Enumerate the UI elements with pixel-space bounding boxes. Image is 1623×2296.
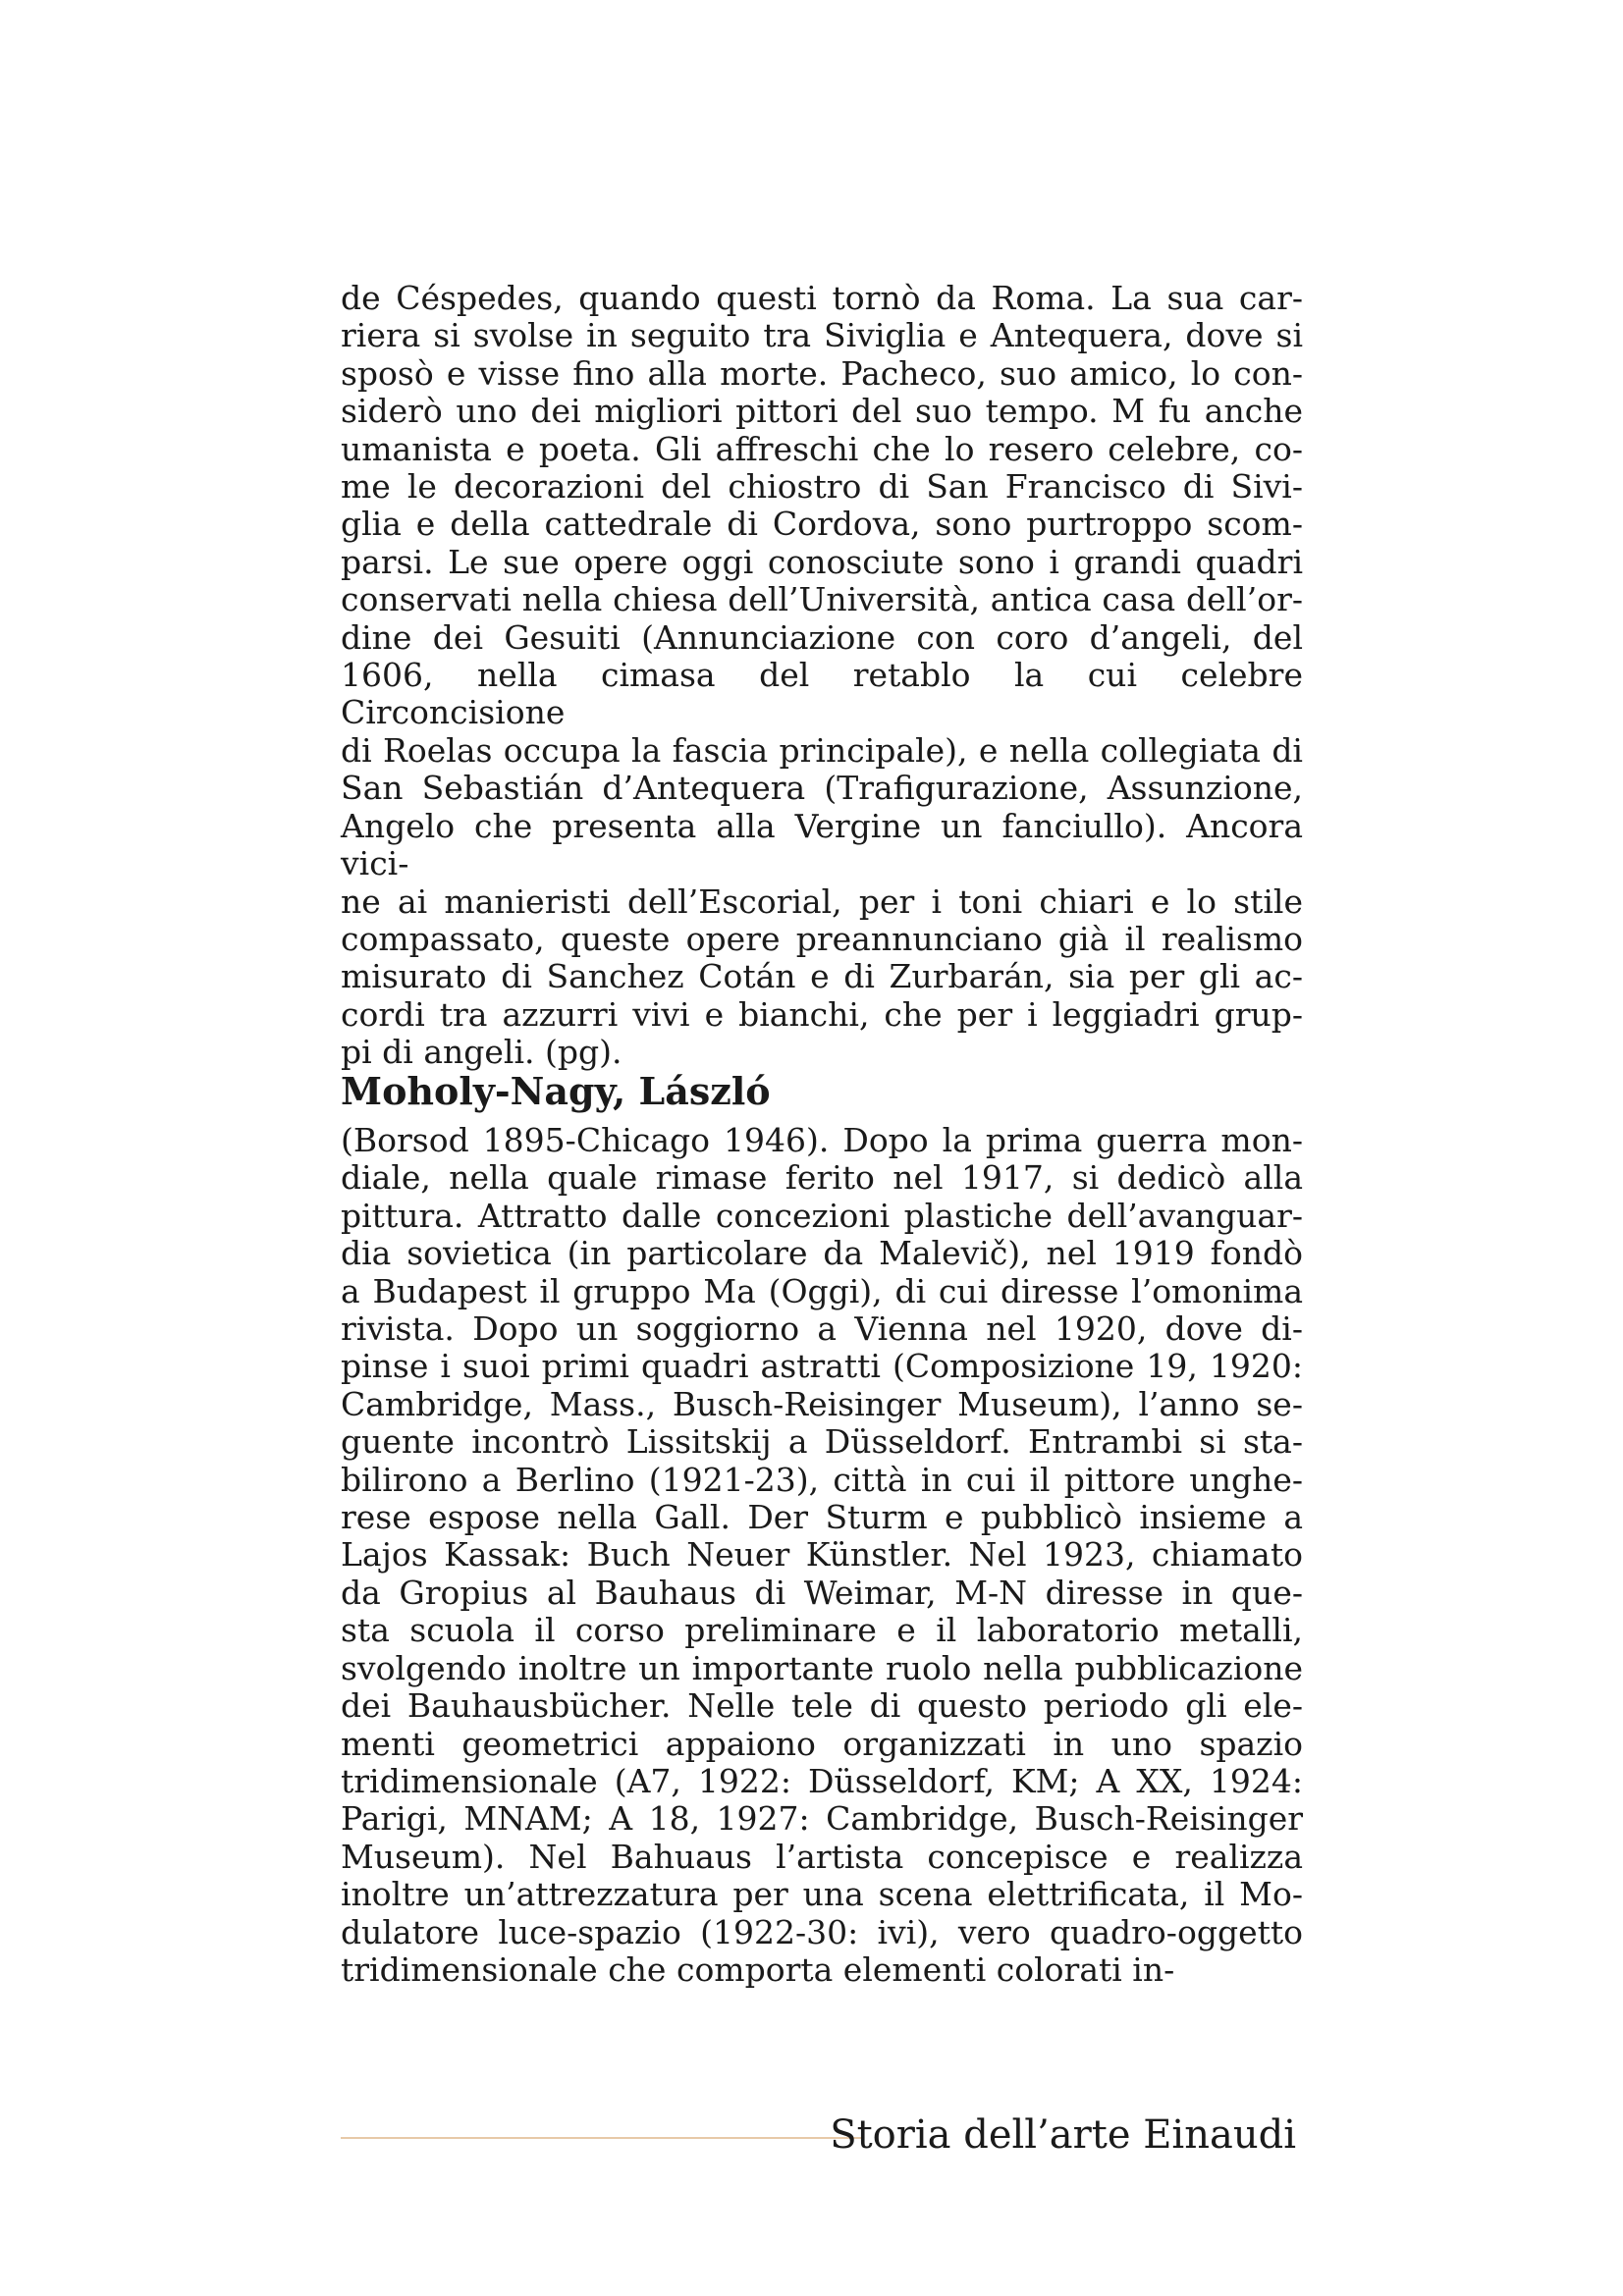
- entry-title: Moholy-Nagy, László: [341, 1069, 771, 1113]
- text-line: bilirono a Berlino (1921-23), città in cui il pittore unghe-: [341, 1460, 1303, 1499]
- text-line: pi di angeli. (pg).: [341, 1033, 622, 1072]
- text-line: da Gropius al Bauhaus di Weimar, M-N diresse in que-: [341, 1573, 1303, 1612]
- text-line: dine dei Gesuiti (Annunciazione con coro d’angeli, del: [341, 617, 1303, 657]
- footer-rule: [341, 2137, 861, 2139]
- text-line: a Budapest il gruppo Ma (Oggi), di cui diresse l’omonima: [341, 1271, 1303, 1310]
- text-line: conservati nella chiesa dell’Università, antica casa dell’or-: [341, 580, 1303, 619]
- text-line: me le decorazioni del chiostro di San Francisco di Sivi-: [341, 467, 1303, 507]
- text-line: umanista e poeta. Gli affreschi che lo resero celebre, co-: [341, 429, 1303, 468]
- text-line: San Sebastián d’Antequera (Trafigurazione, Assunzione,: [341, 769, 1303, 808]
- text-line: Museum). Nel Bahuaus l’artista concepisce e realizza: [341, 1837, 1303, 1876]
- text-line: inoltre un’attrezzatura per una scena elettrificata, il Mo-: [341, 1875, 1303, 1914]
- text-line: pittura. Attratto dalle concezioni plastiche dell’avanguar-: [341, 1196, 1303, 1235]
- text-line: rivista. Dopo un soggiorno a Vienna nel 1920, dove di-: [341, 1309, 1303, 1349]
- text-line: 1606, nella cimasa del retablo la cui celebre Circoncisione: [341, 656, 1303, 732]
- text-line: (Borsod 1895-Chicago 1946). Dopo la prima guerra mon-: [341, 1121, 1303, 1159]
- previous-entry-text: [341, 280, 1303, 1072]
- text-line: siderò uno dei migliori pittori del suo tempo. M fu anche: [341, 392, 1303, 431]
- footer-publisher: Storia dell’arte Einaudi: [830, 2112, 1296, 2158]
- text-line: Cambridge, Mass., Busch-Reisinger Museum), l’anno se-: [341, 1384, 1303, 1423]
- entry-text: [341, 1122, 1303, 1989]
- text-line: sposò e visse fino alla morte. Pacheco, suo amico, lo con-: [341, 353, 1303, 393]
- text-line: tridimensionale (A7, 1922: Düsseldorf, KM; A XX, 1924:: [341, 1761, 1303, 1800]
- text-line: svolgendo inoltre un importante ruolo nella pubblicazione: [341, 1648, 1303, 1687]
- text-line: guente incontrò Lissitskij a Düsseldorf. Entrambi si sta-: [341, 1422, 1303, 1462]
- text-line: compassato, queste opere preannunciano già il realismo: [341, 919, 1303, 958]
- text-line: riera si svolse in seguito tra Siviglia e Antequera, dove si: [341, 316, 1303, 355]
- text-line: parsi. Le sue opere oggi conosciute sono i grandi quadri: [341, 542, 1303, 581]
- text-line: Angelo che presenta alla Vergine un fanciullo). Ancora vici-: [341, 806, 1303, 883]
- text-line: diale, nella quale rimase ferito nel 1917, si dedicò alla: [341, 1158, 1303, 1198]
- text-line: dei Bauhausbücher. Nelle tele di questo periodo gli ele-: [341, 1686, 1303, 1726]
- text-line: Lajos Kassak: Buch Neuer Künstler. Nel 1923, chiamato: [341, 1535, 1303, 1575]
- text-line: rese espose nella Gall. Der Sturm e pubblicò insieme a: [341, 1498, 1303, 1537]
- text-line: de Céspedes, quando questi tornò da Roma. La sua car-: [341, 279, 1303, 317]
- text-line: glia e della cattedrale di Cordova, sono purtroppo scom-: [341, 505, 1303, 544]
- text-line: pinse i suoi primi quadri astratti (Composizione 19, 1920:: [341, 1347, 1303, 1386]
- text-line: di Roelas occupa la fascia principale), e nella collegiata di: [341, 730, 1303, 770]
- text-line: dia sovietica (in particolare da Malevič), nel 1919 fondò: [341, 1234, 1303, 1273]
- text-line: dulatore luce-spazio (1922-30: ivi), vero quadro-oggetto: [341, 1912, 1303, 1951]
- text-line: tridimensionale che comporta elementi colorati in-: [341, 1949, 1175, 1989]
- text-line: sta scuola il corso preliminare e il laboratorio metalli,: [341, 1611, 1303, 1650]
- text-line: ne ai manieristi dell’Escorial, per i toni chiari e lo stile: [341, 881, 1303, 921]
- text-line: menti geometrici appaiono organizzati in uno spazio: [341, 1724, 1303, 1763]
- text-line: Parigi, MNAM; A 18, 1927: Cambridge, Busch-Reisinger: [341, 1799, 1303, 1839]
- text-line: cordi tra azzurri vivi e bianchi, che per i leggiadri grup-: [341, 994, 1303, 1034]
- text-line: misurato di Sanchez Cotán e di Zurbarán, sia per gli ac-: [341, 957, 1303, 996]
